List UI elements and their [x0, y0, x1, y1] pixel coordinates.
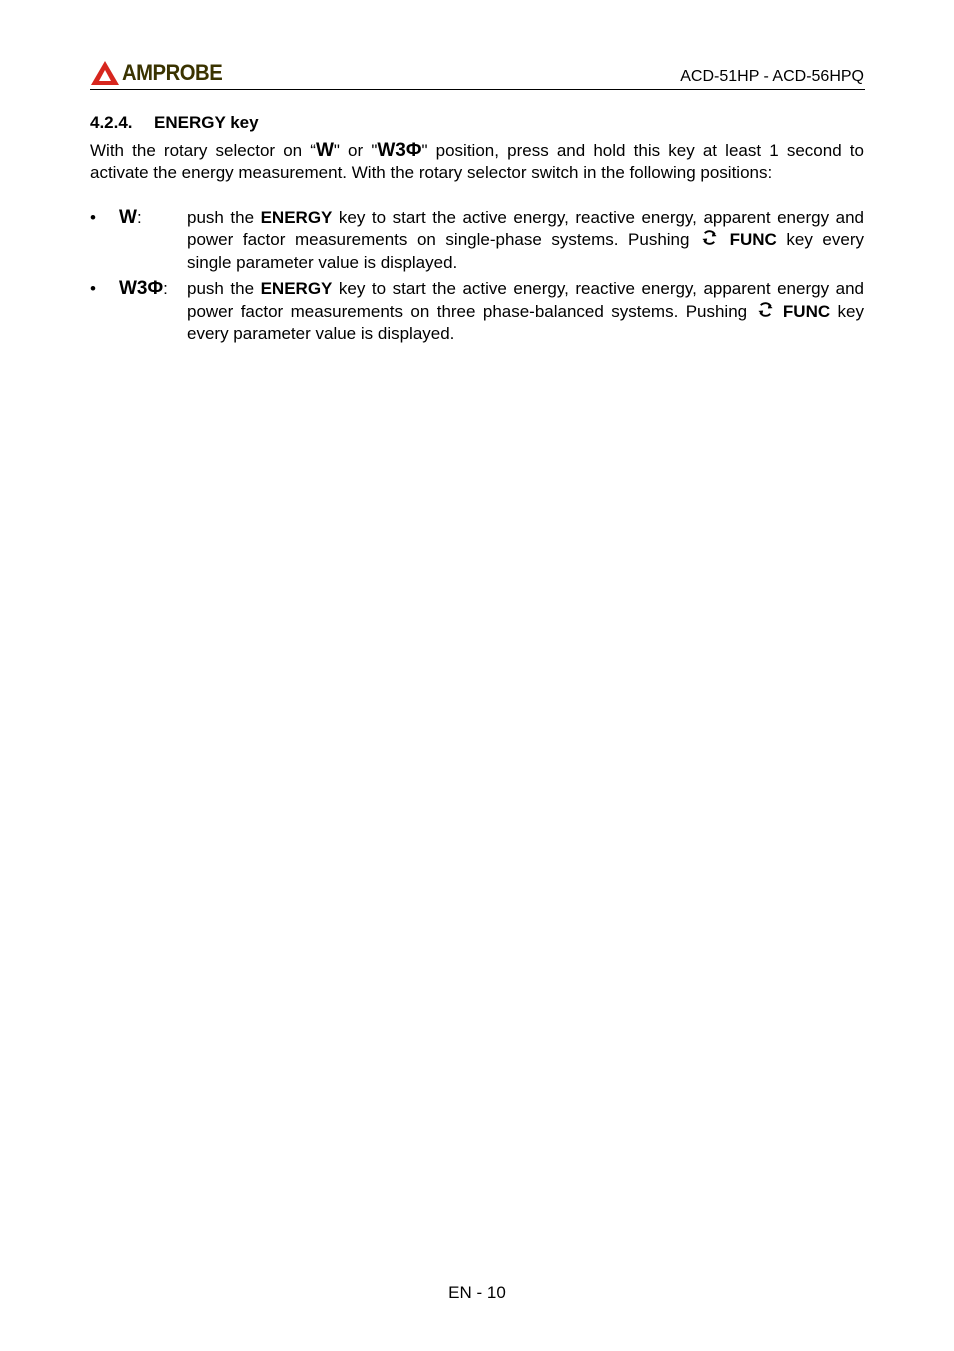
model-number: ACD-51HP - ACD-56HPQ: [680, 68, 864, 85]
intro-paragraph: [90, 140, 864, 185]
warning-triangle-icon: [90, 60, 120, 86]
term-colon: :: [136, 207, 142, 227]
brand-name: AMPROBE: [122, 60, 223, 85]
position-list: [90, 207, 864, 346]
amprobe-logo: [90, 58, 231, 88]
energy-key-label: ENERGY: [260, 279, 333, 298]
item-text: push the: [187, 279, 261, 298]
intro-text-3: " position, press and hold this key at least 1 second to activate the energy measurement. With the rotary selector switch in the following positions:: [90, 140, 864, 182]
item-text: push the: [187, 207, 261, 227]
intro-w-label: W: [315, 139, 334, 161]
list-item: [90, 207, 864, 275]
term-label: W: [119, 206, 137, 228]
section-number: 4.2.4.: [90, 113, 133, 132]
intro-text-2: " or ": [333, 140, 378, 160]
document-body: [90, 112, 864, 350]
term-colon: :: [163, 279, 168, 298]
section-title: ENERGY key: [154, 113, 259, 132]
item-text: key every single parameter value is displayed.: [187, 230, 864, 272]
intro-w3-label: W3Φ: [377, 139, 422, 161]
list-item: [90, 278, 864, 346]
item-text: key every parameter value is displayed.: [187, 301, 864, 343]
item-term: [119, 278, 168, 301]
energy-key-label: ENERGY: [260, 207, 333, 227]
item-text: key to start the active energy, reactive energy, apparent energy and power factor measurements on single-phase systems. Pushing: [187, 207, 864, 249]
page-number: EN - 10: [448, 1283, 506, 1302]
bullet: •: [90, 207, 96, 227]
func-key-label: FUNC: [729, 230, 777, 249]
bullet: •: [90, 279, 96, 298]
intro-text-1: With the rotary selector on “: [90, 140, 316, 160]
cycle-arrows-icon: [757, 301, 774, 318]
item-text: key to start the active energy, reactive energy, apparent energy and power factor measurements on three phase-balanced systems. Pushing: [187, 279, 864, 321]
func-key-label: FUNC: [782, 301, 831, 321]
section-heading: [90, 112, 864, 135]
item-term: [119, 207, 142, 230]
cycle-arrows-icon: [701, 229, 718, 246]
term-label: W3Φ: [119, 278, 164, 299]
page-header: [90, 56, 865, 90]
